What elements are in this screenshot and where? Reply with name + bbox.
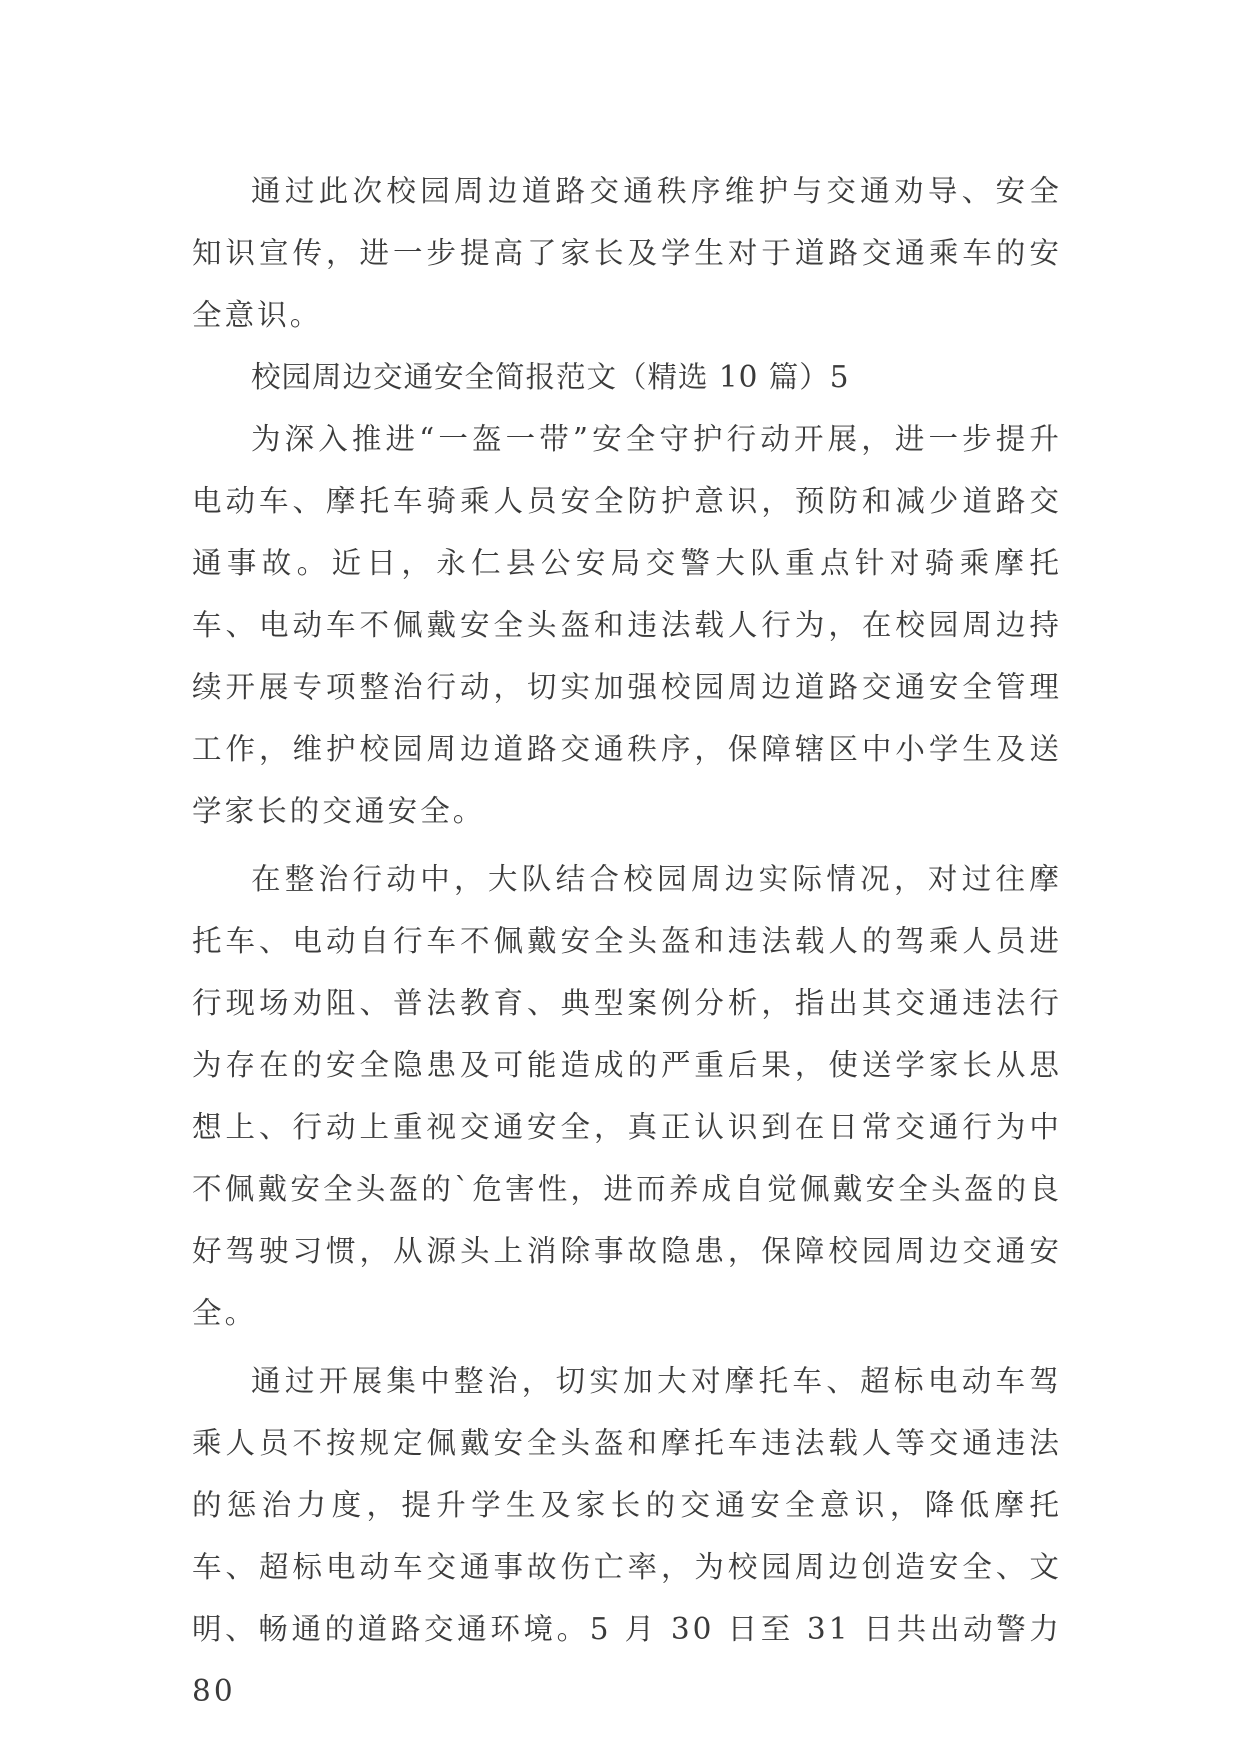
document-page bbox=[192, 160, 1062, 1722]
paragraph-3: 通过开展集中整治，切实加大对摩托车、超标电动车驾乘人员不按规定佩戴安全头盔和摩托车违法载人等交通违法的惩治力度，提升学生及家长的交通安全意识，降低摩托车、超标电动车交通事故伤亡率，为校园周边创造安全、文明、畅通的道路交通环境。5 月 30 日至 31 日共出动警力 80 bbox=[192, 1364, 1062, 1708]
paragraph-1: 为深入推进“一盔一带”安全守护行动开展，进一步提升电动车、摩托车骑乘人员安全防护意识，预防和减少道路交通事故。近日，永仁县公安局交警大队重点针对骑乘摩托车、电动车不佩戴安全头盔和违法载人行为，在校园周边持续开展专项整治行动，切实加强校园周边道路交通安全管理工作，维护校园周边道路交通秩序，保障辖区中小学生及送学家长的交通安全。 bbox=[192, 422, 1062, 828]
paragraph-2: 在整治行动中，大队结合校园周边实际情况，对过往摩托车、电动自行车不佩戴安全头盔和违法载人的驾乘人员进行现场劝阻、普法教育、典型案例分析，指出其交通违法行为存在的安全隐患及可能造成的严重后果，使送学家长从思想上、行动上重视交通安全，真正认识到在日常交通行为中不佩戴安全头盔的`危害性，进而养成自觉佩戴安全头盔的良好驾驶习惯，从源头上消除事故隐患，保障校园周边交通安全。 bbox=[192, 862, 1062, 1330]
section-heading: 校园周边交通安全简报范文（精选 10 篇）5 bbox=[251, 360, 850, 394]
paragraph-intro: 通过此次校园周边道路交通秩序维护与交通劝导、安全知识宣传，进一步提高了家长及学生对于道路交通乘车的安全意识。 bbox=[192, 174, 1062, 332]
